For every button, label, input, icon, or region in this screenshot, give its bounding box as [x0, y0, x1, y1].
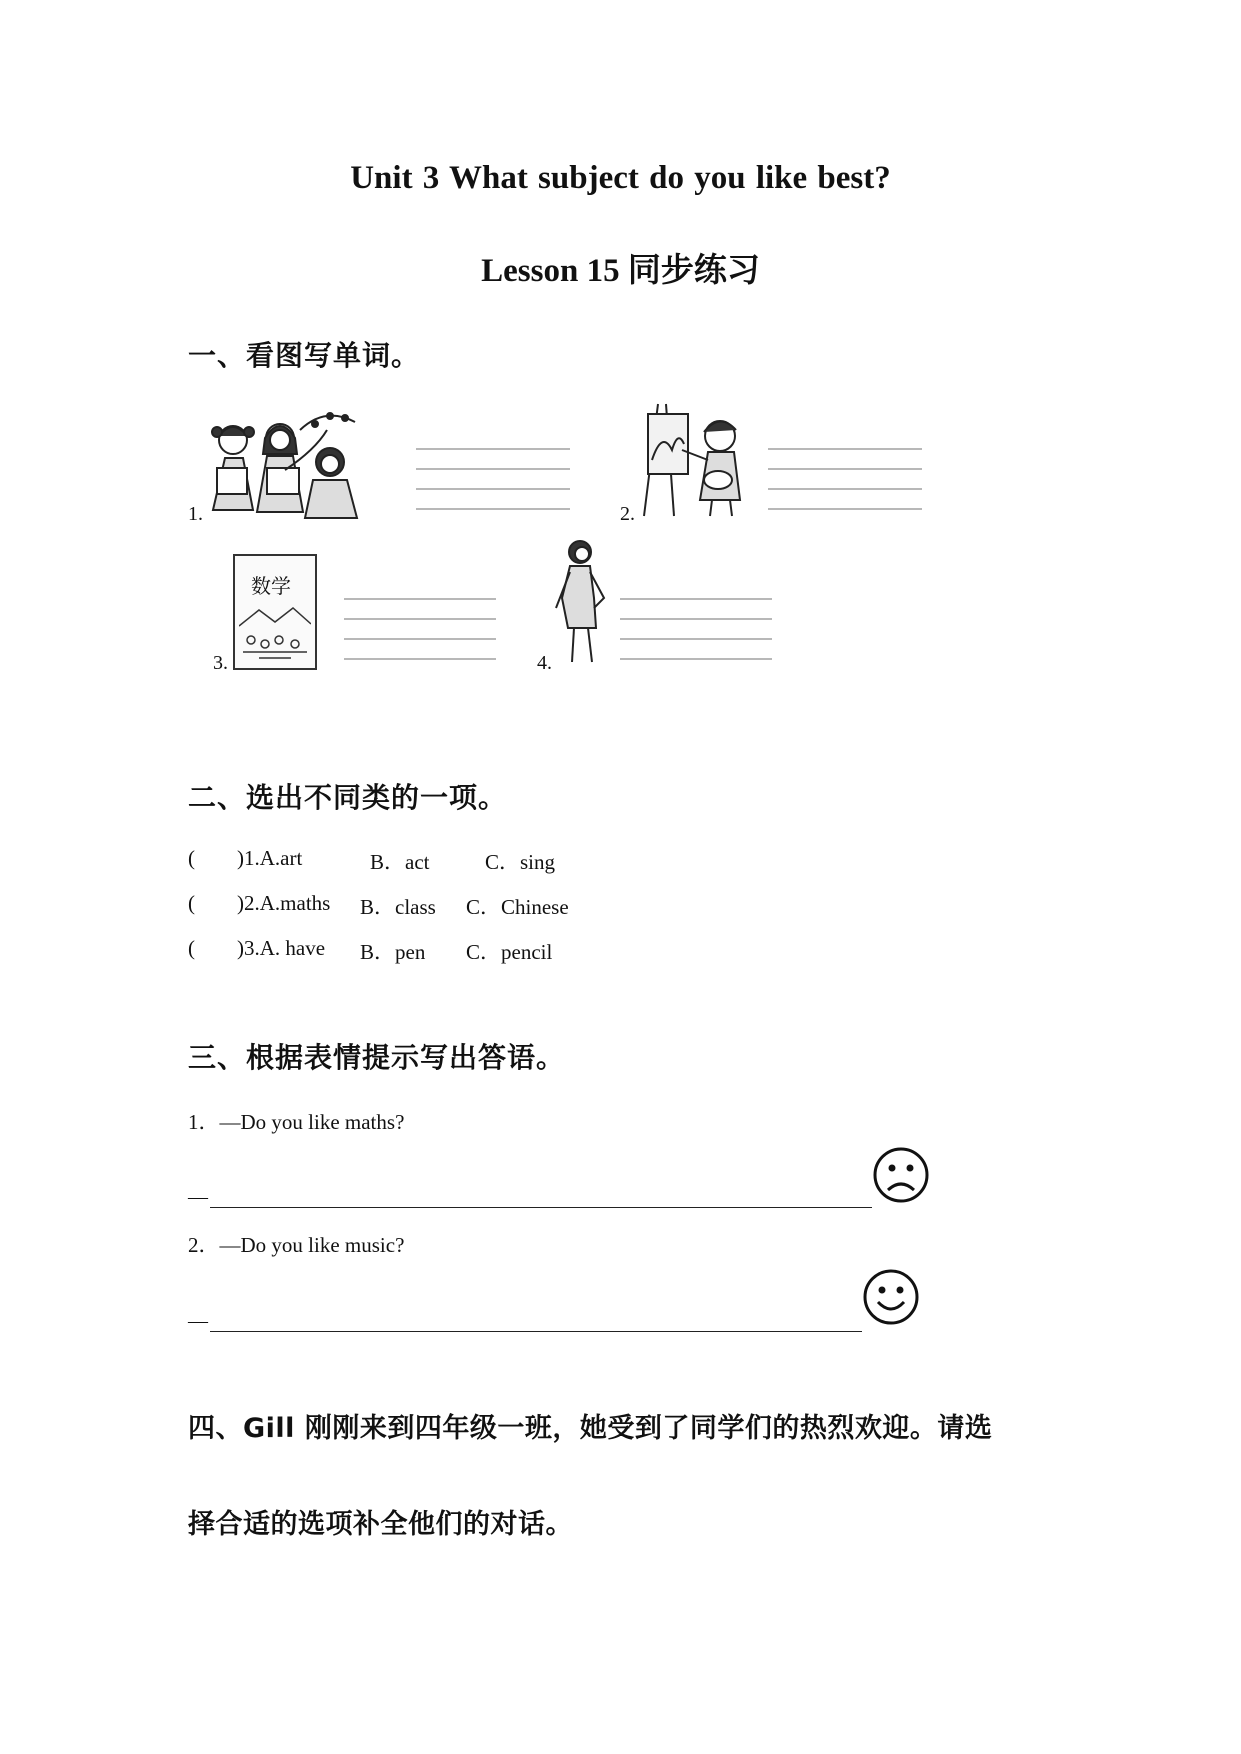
woman-acting-picture [552, 538, 612, 668]
choice-row2-a: )2.A.maths [237, 891, 331, 915]
answer2-dash: — [188, 1310, 208, 1332]
item4-number: 4. [537, 652, 552, 674]
choice-row1-b: B．act [370, 850, 430, 874]
answer1-dash: — [188, 1186, 208, 1208]
boy-painting-picture [638, 400, 753, 518]
item3-number: 3. [213, 652, 228, 674]
choice-row3-paren: ( [188, 936, 195, 960]
choice-row2-b: B．class [360, 895, 436, 919]
choice-row3-b: B．pen [360, 940, 426, 964]
choice-row2-c: C．Chinese [466, 895, 569, 919]
item1-number: 1. [188, 503, 203, 525]
section3-heading: 三、根据表情提示写出答语。 [188, 1041, 566, 1074]
smiley-face-icon [862, 1268, 920, 1326]
section4-heading-line2: 择合适的选项补全他们的对话。 [188, 1509, 573, 1540]
section1-heading: 一、看图写单词。 [188, 339, 421, 372]
choice-row1-a: )1.A.art [237, 846, 303, 870]
section2-heading: 二、选出不同类的一项。 [188, 781, 508, 814]
question1: 1．—Do you like maths? [188, 1110, 405, 1134]
choice-row2-paren: ( [188, 891, 195, 915]
choice-row3-c: C．pencil [466, 940, 553, 964]
choice-row1-paren: ( [188, 846, 195, 870]
lesson-title: Lesson 15 同步练习 [481, 253, 760, 289]
section4-heading-line1: 四、Gill 刚刚来到四年级一班，她受到了同学们的热烈欢迎。请选 [188, 1413, 993, 1444]
choice-row3-a: )3.A. have [237, 936, 326, 960]
item2-number: 2. [620, 503, 635, 525]
sad-face-icon [872, 1146, 930, 1204]
answer1-line[interactable] [210, 1207, 872, 1208]
choice-row1-c: C．sing [485, 850, 556, 874]
maths-book-picture [233, 554, 317, 670]
answer2-line[interactable] [210, 1331, 862, 1332]
children-singing-picture [205, 410, 370, 522]
unit-title: Unit 3 What subject do you like best? [350, 160, 891, 196]
question2: 2．—Do you like music? [188, 1233, 405, 1257]
book-label: 数学 [251, 574, 291, 598]
